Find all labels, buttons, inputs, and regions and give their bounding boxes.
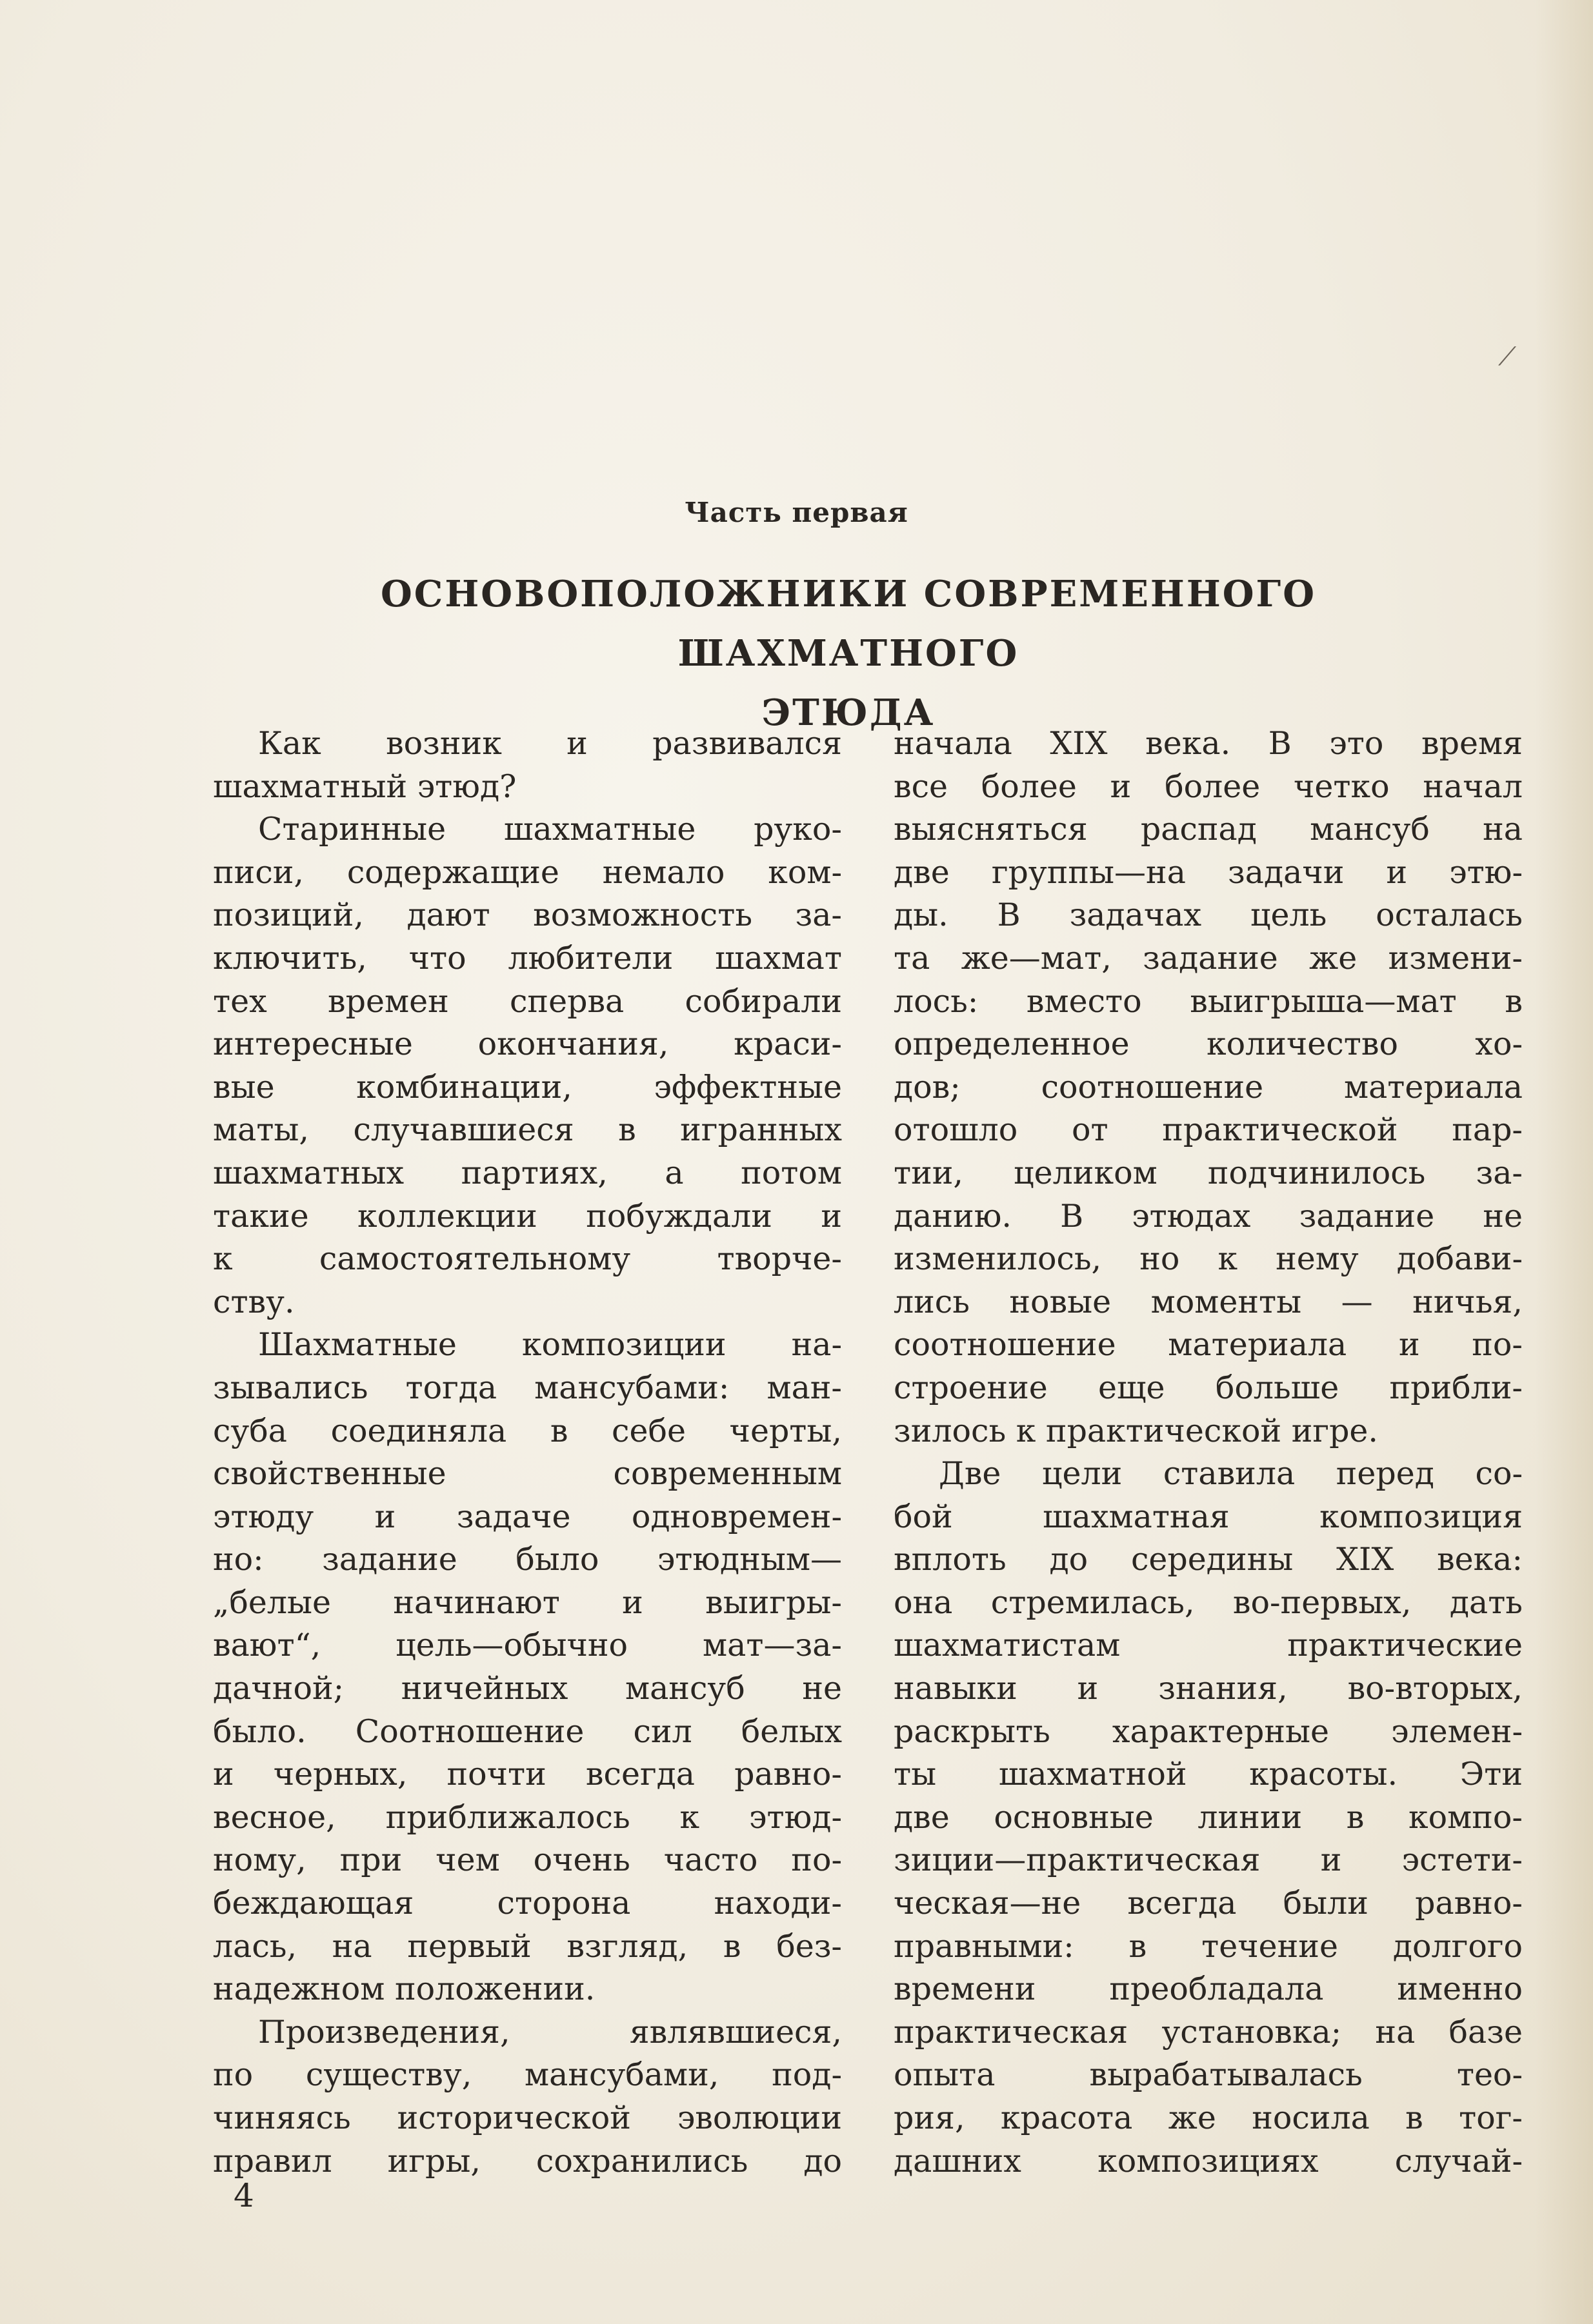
text-line: по существу, мансубами, под- bbox=[213, 2056, 842, 2094]
text-line: ческая—не всегда были равно- bbox=[894, 1885, 1523, 1922]
text-line: тии, целиком подчинилось за- bbox=[894, 1154, 1523, 1191]
text-line: ды. В задачах цель осталась bbox=[894, 897, 1523, 934]
chapter-title bbox=[245, 564, 1452, 742]
text-line: она стремилась, во-первых, дать bbox=[894, 1584, 1523, 1621]
text-line: вые комбинации, эффектные bbox=[213, 1068, 842, 1106]
part-label: Часть первая bbox=[685, 497, 908, 528]
pencil-mark: ⟋ bbox=[1498, 342, 1516, 372]
text-line: отошло от практической пар- bbox=[894, 1111, 1523, 1149]
text-line: ты шахматной красоты. Эти bbox=[894, 1756, 1523, 1793]
text-line: определенное количество хо- bbox=[894, 1026, 1523, 1063]
text-line: надежном положении. bbox=[213, 1971, 596, 2008]
chapter-title-line-2: ЭТЮДА bbox=[761, 691, 936, 734]
text-line: времени преобладала именно bbox=[894, 1971, 1523, 2008]
text-line: шахматный этюд? bbox=[213, 768, 517, 805]
text-line: Старинные шахматные руко- bbox=[258, 811, 842, 848]
text-line: маты, случавшиеся в игранных bbox=[213, 1111, 842, 1149]
text-line: вают“, цель—обычно мат—за- bbox=[213, 1627, 842, 1664]
text-line: строение еще больше прибли- bbox=[894, 1369, 1523, 1406]
text-line: ству. bbox=[213, 1283, 295, 1320]
text-line: беждающая сторона находи- bbox=[213, 1885, 842, 1922]
text-line: дачной; ничейных мансуб не bbox=[213, 1670, 842, 1707]
text-line: та же—мат, задание же измени- bbox=[894, 939, 1523, 977]
page-number: 4 bbox=[234, 2177, 254, 2214]
text-line: практическая установка; на базе bbox=[894, 2013, 1523, 2051]
text-line: Как возник и развивался bbox=[258, 725, 842, 762]
text-line: бой шахматная композиция bbox=[894, 1498, 1523, 1535]
text-line: лись новые моменты — ничья, bbox=[894, 1283, 1523, 1320]
text-line: весное, приближалось к этюд- bbox=[213, 1798, 842, 1836]
text-line: лась, на первый взгляд, в без- bbox=[213, 1927, 842, 1965]
text-line: Шахматные композиции на- bbox=[258, 1326, 842, 1364]
text-column-right bbox=[894, 722, 1523, 2183]
text-line: лось: вместо выигрыша—мат в bbox=[894, 982, 1523, 1020]
text-line: соотношение материала и по- bbox=[894, 1326, 1523, 1364]
text-line: интересные окончания, краси- bbox=[213, 1026, 842, 1063]
chapter-title-line-1: ОСНОВОПОЛОЖНИКИ СОВРЕМЕННОГО ШАХМАТНОГО bbox=[381, 573, 1316, 675]
text-line: было. Соотношение сил белых bbox=[213, 1713, 842, 1750]
text-line: зиции—практическая и эстети- bbox=[894, 1842, 1523, 1879]
text-line: писи, содержащие немало ком- bbox=[213, 853, 842, 891]
text-line: данию. В этюдах задание не bbox=[894, 1197, 1523, 1235]
text-line: раскрыть характерные элемен- bbox=[894, 1713, 1523, 1750]
text-line: правил игры, сохранились до bbox=[213, 2142, 842, 2180]
text-line: свойственные современным bbox=[213, 1455, 842, 1493]
text-line: суба соединяла в себе черты, bbox=[213, 1412, 842, 1449]
text-line: ключить, что любители шахмат bbox=[213, 939, 842, 977]
text-line: правными: в течение долгого bbox=[894, 1927, 1523, 1965]
text-line: к самостоятельному творче- bbox=[213, 1240, 842, 1278]
text-line: выясняться распад мансуб на bbox=[894, 811, 1523, 848]
text-line: тех времен сперва собирали bbox=[213, 982, 842, 1020]
text-line: позиций, дают возможность за- bbox=[213, 897, 842, 934]
text-line: и черных, почти всегда равно- bbox=[213, 1756, 842, 1793]
text-line: начала XIX века. В это время bbox=[894, 725, 1523, 762]
text-column-left bbox=[213, 722, 842, 2183]
text-line: Произведения, являвшиеся, bbox=[258, 2013, 842, 2051]
text-line: две группы—на задачи и этю- bbox=[894, 853, 1523, 891]
text-line: Две цели ставила перед со- bbox=[939, 1455, 1523, 1493]
text-line: зилось к практической игре. bbox=[894, 1412, 1379, 1449]
text-line: все более и более четко начал bbox=[894, 768, 1523, 805]
text-line: вплоть до середины XIX века: bbox=[894, 1541, 1523, 1578]
text-line: шахматных партиях, а потом bbox=[213, 1154, 842, 1191]
text-line: изменилось, но к нему добави- bbox=[894, 1240, 1523, 1278]
text-line: навыки и знания, во-вторых, bbox=[894, 1670, 1523, 1707]
text-line: опыта вырабатывалась тео- bbox=[894, 2056, 1523, 2094]
text-line: рия, красота же носила в тог- bbox=[894, 2100, 1523, 2136]
text-line: шахматистам практические bbox=[894, 1627, 1523, 1664]
text-line: такие коллекции побуждали и bbox=[213, 1197, 842, 1235]
text-line: ному, при чем очень часто по- bbox=[213, 1842, 842, 1879]
text-line: дашних композициях случай- bbox=[894, 2142, 1523, 2180]
text-line: „белые начинают и выигры- bbox=[213, 1584, 842, 1621]
text-line: но: задание было этюдным— bbox=[213, 1541, 842, 1578]
text-line: зывались тогда мансубами: ман- bbox=[213, 1369, 842, 1406]
text-line: этюду и задаче одновремен- bbox=[213, 1498, 842, 1535]
text-line: дов; соотношение материала bbox=[894, 1068, 1523, 1106]
text-line: чиняясь исторической эволюции bbox=[213, 2100, 842, 2136]
page-edge-shadow bbox=[1535, 0, 1593, 2324]
text-line: две основные линии в компо- bbox=[894, 1798, 1523, 1836]
